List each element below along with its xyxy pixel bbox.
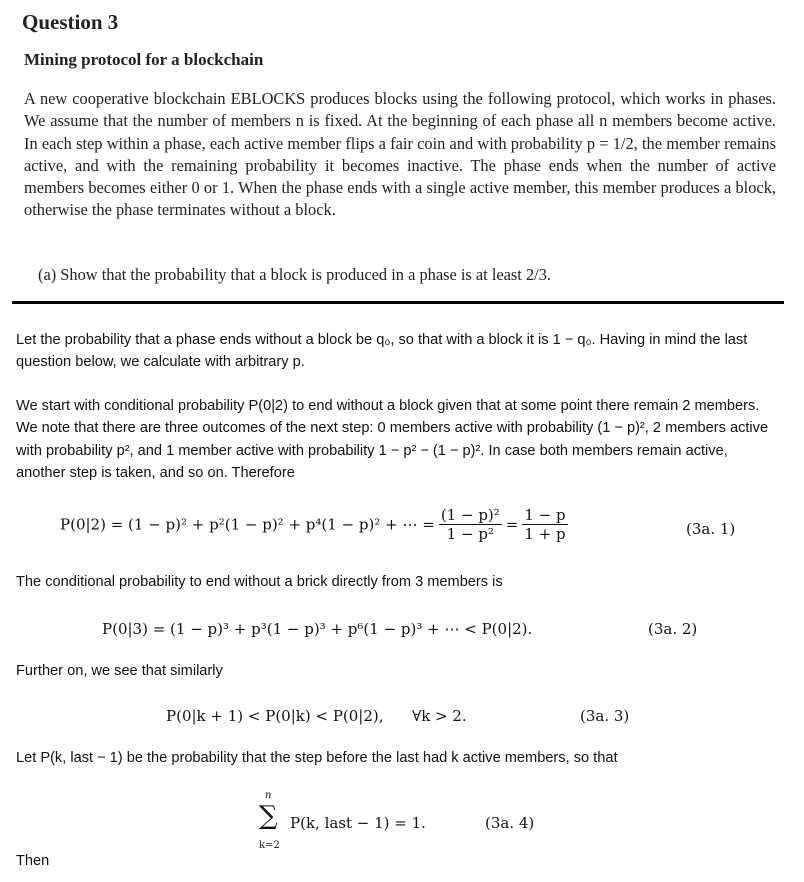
question-title: Mining protocol for a blockchain xyxy=(24,50,264,69)
divider-rule xyxy=(12,301,784,304)
sum-symbol: ∑ xyxy=(259,801,278,831)
question-number: Question 3 xyxy=(22,10,119,34)
answer-paragraph-1: Let the probability that a phase ends without a block be q₀, so that with a block it is 1 − q₀. Having in mind the last question below, we calculate with arbitrary p. xyxy=(16,332,748,371)
equation-3a1-lhs: P(0|2) = (1 − p)² + p²(1 − p)² + p⁴(1 − p)² + ⋯ = xyxy=(60,515,435,534)
question-paragraph: A new cooperative blockchain EBLOCKS produces blocks using the following protocol, which works in phases. We assume that the number of members n is fixed. At the beginning of each phase all n members become active. In each step within a phase, each active member flips a fair coin and with probability p = 1/2, the member remains active, and with the remaining probability it becomes inactive. The phase ends when the number of active members becomes either 0 or 1. When the phase ends with a single active member, this member produces a block, otherwise the phase terminates without a block. xyxy=(24,89,776,220)
answer-paragraph-4: Further on, we see that similarly xyxy=(16,663,223,679)
fraction-2-numerator: 1 − p xyxy=(524,506,566,524)
question-part-a: (a) Show that the probability that a block is produced in a phase is at least 2/3. xyxy=(38,265,551,284)
equation-3a3: P(0|k + 1) < P(0|k) < P(0|2), ∀k > 2. xyxy=(166,707,467,725)
equation-3a4-body: P(k, last − 1) = 1. xyxy=(290,814,426,832)
equation-3a3-tag: (3a. 3) xyxy=(580,707,630,725)
equation-3a1-tag: (3a. 1) xyxy=(686,520,736,538)
equation-3a1-fraction-1 xyxy=(439,506,502,543)
fraction-1-numerator: (1 − p)² xyxy=(440,506,500,524)
fraction-2-denominator: 1 + p xyxy=(524,525,566,543)
answer-paragraph-6: Then xyxy=(16,853,50,869)
equation-3a1-fraction-2 xyxy=(522,506,567,543)
sum-upper-limit: n xyxy=(265,790,272,801)
equation-3a1-equals: = xyxy=(505,515,519,534)
equation-3a1 xyxy=(60,506,568,543)
sum-lower-limit: k=2 xyxy=(259,840,280,851)
equation-3a2: P(0|3) = (1 − p)³ + p³(1 − p)³ + p⁶(1 − p)³ + ⋯ < P(0|2). xyxy=(102,620,533,638)
equation-3a4-tag: (3a. 4) xyxy=(485,814,535,832)
equation-3a2-tag: (3a. 2) xyxy=(648,620,698,638)
answer-paragraph-5: Let P(k, last − 1) be the probability that the step before the last had k active members, so that xyxy=(16,750,618,766)
answer-paragraph-2: We start with conditional probability P(0|2) to end without a block given that at some point there remain 2 members. We note that there are three outcomes of the next step: 0 members active with probability (1 − p)², 2 members active with probability p², and 1 member active with probability 1 − p² − (1 − p)². In case both members remain active, another step is taken, and so on. Therefore xyxy=(16,398,769,481)
answer-paragraph-3: The conditional probability to end without a brick directly from 3 members is xyxy=(16,574,503,590)
fraction-1-denominator: 1 − p² xyxy=(446,525,494,543)
